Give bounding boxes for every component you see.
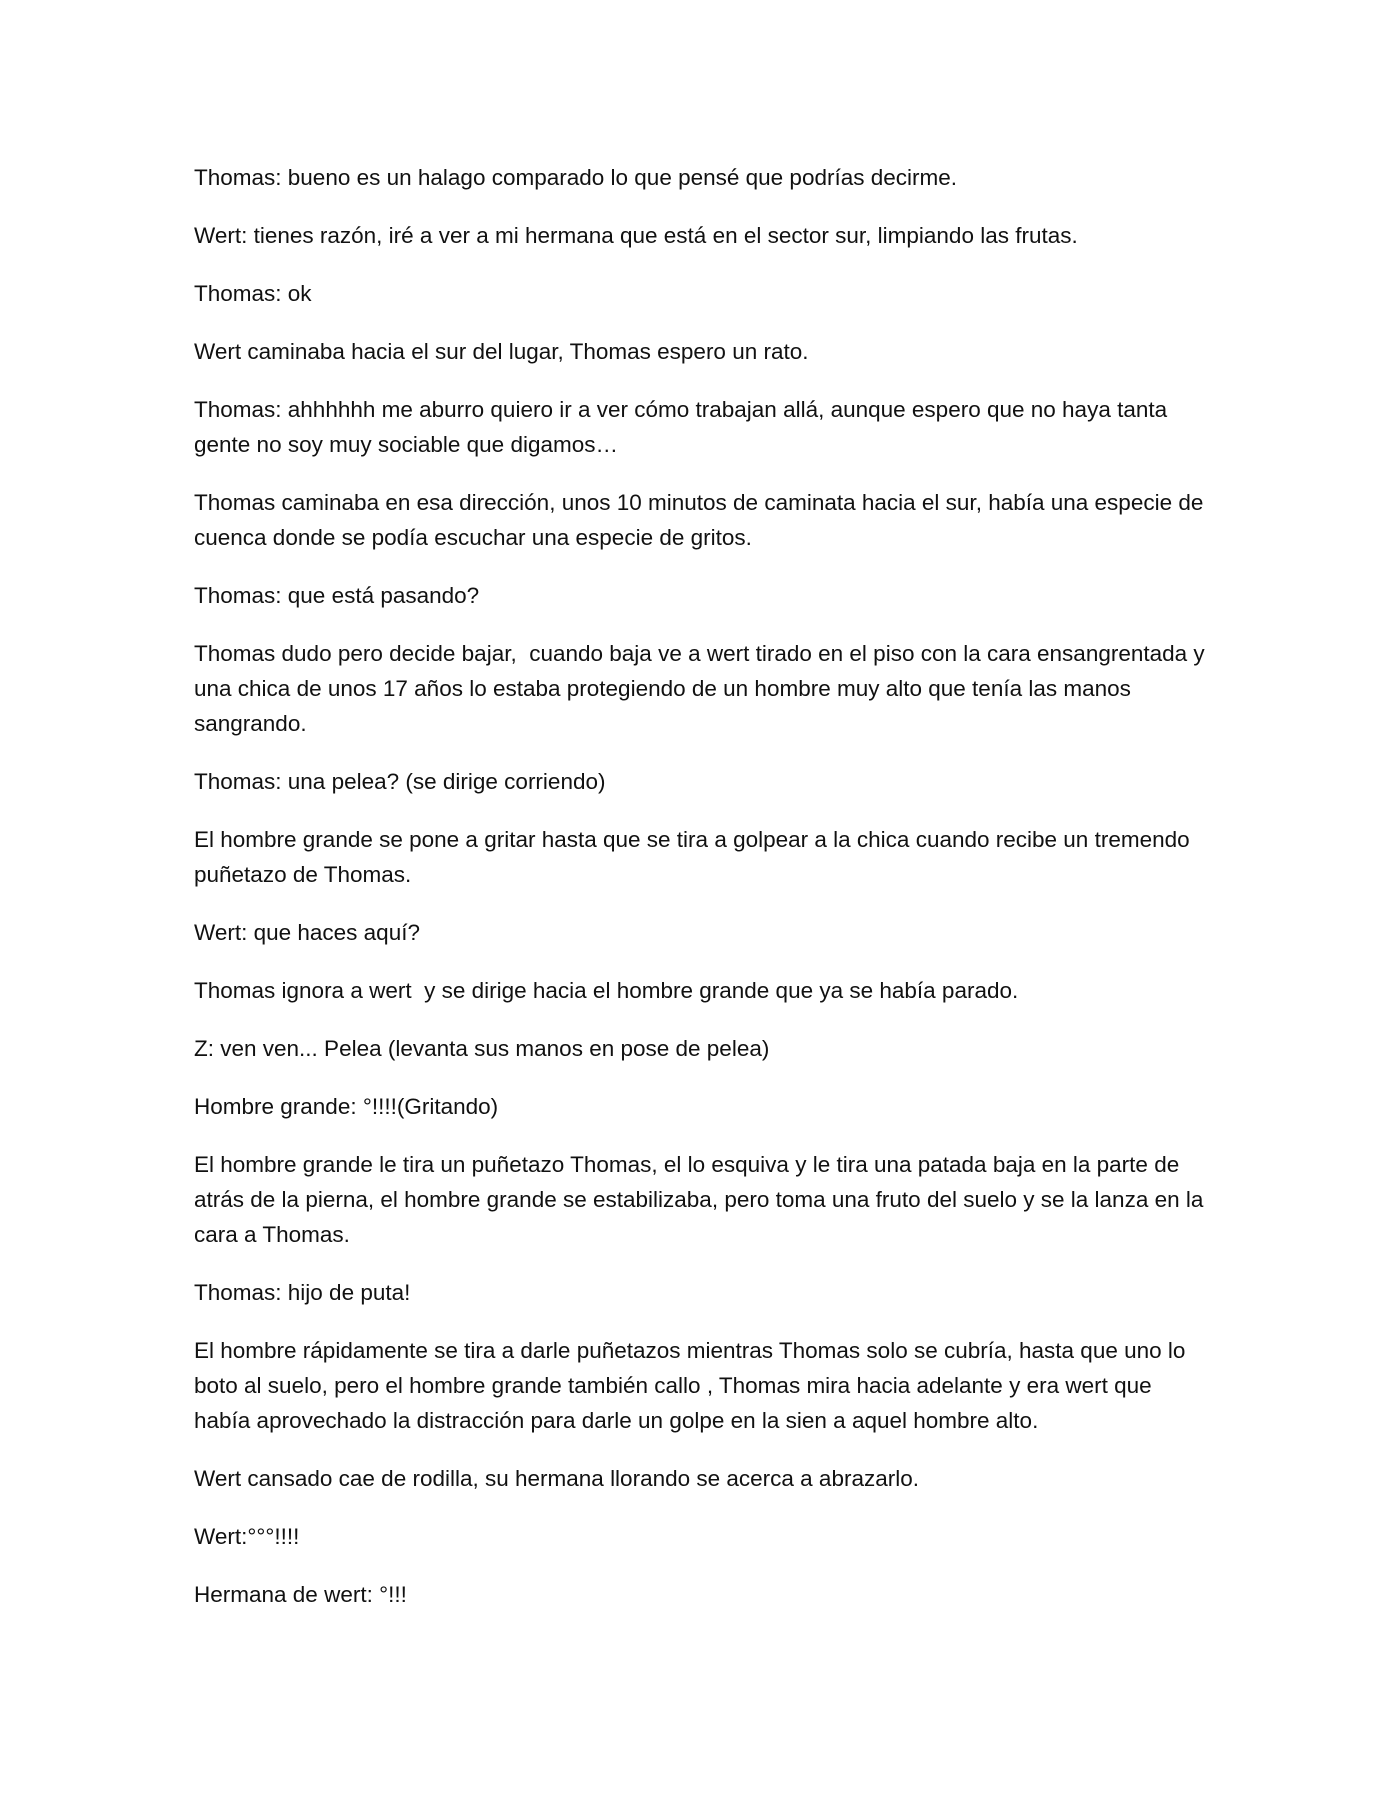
paragraph: Z: ven ven... Pelea (levanta sus manos en pose de pelea) (194, 1036, 770, 1061)
paragraph: Thomas: que está pasando? (194, 583, 480, 608)
paragraph: Wert: que haces aquí? (194, 920, 420, 945)
paragraph: Thomas: una pelea? (se dirige corriendo) (194, 769, 606, 794)
paragraph: Thomas: ahhhhhh me aburro quiero ir a ver cómo trabajan allá, aunque espero que no haya tanta gente no soy muy sociable que digamos… (194, 397, 1174, 457)
paragraph: El hombre rápidamente se tira a darle puñetazos mientras Thomas solo se cubría, hasta que uno lo boto al suelo, pero el hombre grande también callo , Thomas mira hacia adelante y era wert que había aprovechado la distracción para darle un golpe en la sien a aquel hombre alto. (194, 1338, 1192, 1433)
paragraph: Thomas: ok (194, 281, 312, 306)
paragraph: Hermana de wert: °!!! (194, 1582, 407, 1607)
paragraph: Thomas: bueno es un halago comparado lo que pensé que podrías decirme. (194, 165, 958, 190)
paragraph: Wert caminaba hacia el sur del lugar, Thomas espero un rato. (194, 339, 809, 364)
paragraph: Thomas dudo pero decide bajar, cuando baja ve a wert tirado en el piso con la cara ensangrentada y una chica de unos 17 años lo estaba protegiendo de un hombre muy alto que tenía las manos sangrando. (194, 641, 1211, 736)
paragraph: El hombre grande le tira un puñetazo Thomas, el lo esquiva y le tira una patada baja en la parte de atrás de la pierna, el hombre grande se estabilizaba, pero toma una fruto del suelo y se la lanza en la cara a Thomas. (194, 1152, 1210, 1247)
paragraph: Wert:°°°!!!! (194, 1524, 300, 1549)
paragraph: Wert: tienes razón, iré a ver a mi hermana que está en el sector sur, limpiando las frutas. (194, 223, 1078, 248)
paragraph: Thomas caminaba en esa dirección, unos 10 minutos de caminata hacia el sur, había una especie de cuenca donde se podía escuchar una especie de gritos. (194, 490, 1210, 550)
paragraph: Wert cansado cae de rodilla, su hermana llorando se acerca a abrazarlo. (194, 1466, 919, 1491)
document-body (194, 160, 1214, 1635)
paragraph: El hombre grande se pone a gritar hasta que se tira a golpear a la chica cuando recibe un tremendo puñetazo de Thomas. (194, 827, 1196, 887)
paragraph: Hombre grande: °!!!!(Gritando) (194, 1094, 499, 1119)
paragraph: Thomas ignora a wert y se dirige hacia el hombre grande que ya se había parado. (194, 978, 1019, 1003)
paragraph: Thomas: hijo de puta! (194, 1280, 411, 1305)
